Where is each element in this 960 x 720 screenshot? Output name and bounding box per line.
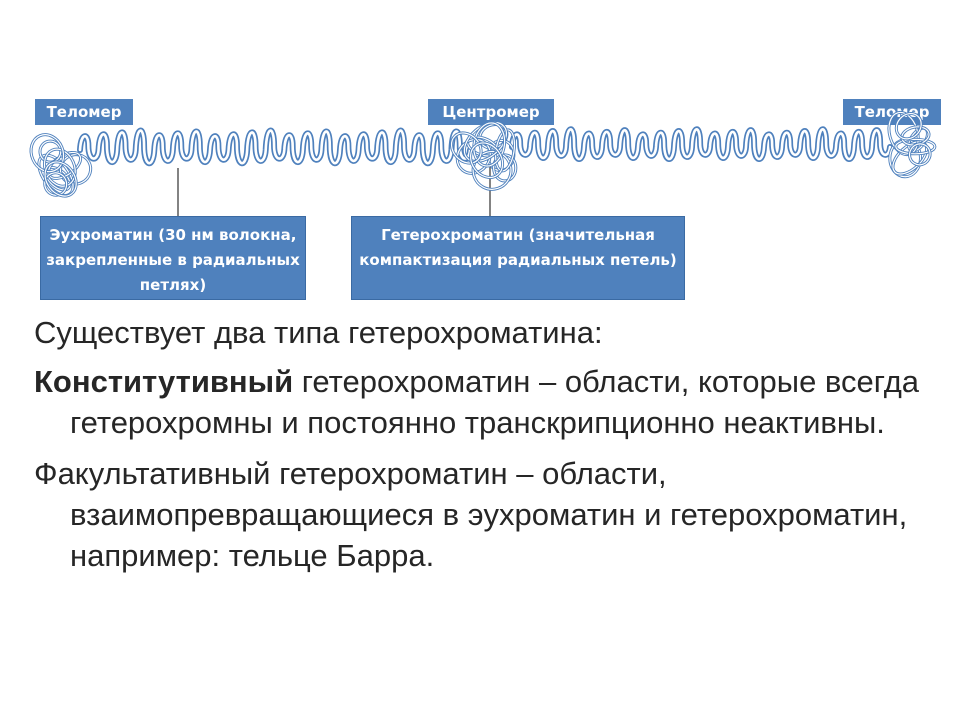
body-text	[34, 312, 934, 586]
telomere-right-coil	[884, 108, 935, 179]
heterochromatin-text: Гетерохроматин (значительная компактизация радиальных петель)	[359, 226, 677, 269]
facultative-text: Факультативный гетерохроматин – области, взаимопревращающиеся в эухроматин и гетерохроматин, например: тельце Барра.	[34, 456, 908, 573]
intro-paragraph	[34, 312, 934, 353]
constitutive-paragraph	[34, 361, 934, 443]
euchromatin-text: Эухроматин (30 нм волокна, закрепленные в радиальных петлях)	[46, 226, 300, 294]
telomere-right-text: Теломер	[854, 103, 930, 121]
heterochromatin-box	[351, 216, 685, 300]
euchromatin-box	[40, 216, 306, 300]
constitutive-description: гетерохроматин – области, которые всегда гетерохромны и постоянно транскрипционно неактивны.	[70, 364, 920, 440]
centromere-text: Центромер	[442, 103, 540, 121]
centromere-coil	[445, 115, 517, 196]
telomere-left-text: Теломер	[46, 103, 122, 121]
facultative-paragraph	[34, 453, 934, 576]
intro-text: Существует два типа гетерохроматина:	[34, 315, 603, 350]
constitutive-term: Конститутивный	[34, 364, 294, 399]
